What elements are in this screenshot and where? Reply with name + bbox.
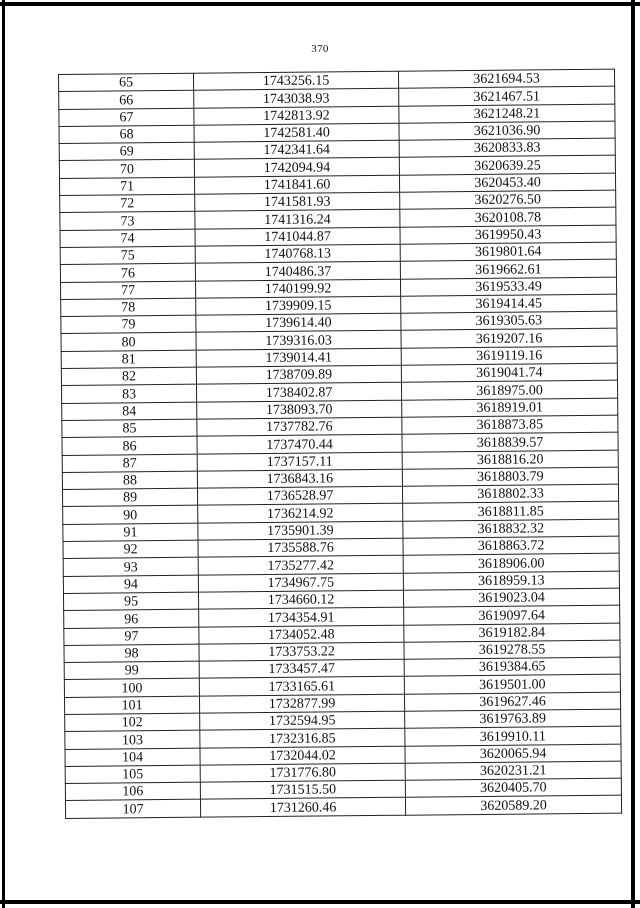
point-number-cell: 85: [62, 419, 197, 438]
y-coordinate-cell: 3618959.13: [403, 571, 619, 590]
point-number-cell: 74: [60, 229, 195, 248]
y-coordinate-cell: 3619305.63: [401, 311, 617, 330]
point-number-cell: 79: [61, 315, 196, 334]
y-coordinate-cell: 3619119.16: [401, 346, 617, 365]
y-coordinate-cell: 3618816.20: [402, 450, 618, 469]
y-coordinate-cell: 3619023.04: [403, 588, 619, 607]
coordinate-table-body: [59, 69, 622, 818]
point-number-cell: 101: [64, 696, 199, 715]
x-coordinate-cell: 1732594.95: [200, 711, 405, 730]
coordinate-table: [58, 69, 622, 819]
point-number-cell: 90: [63, 506, 198, 525]
y-coordinate-cell: 3620453.40: [399, 173, 615, 192]
x-coordinate-cell: 1732316.85: [200, 728, 405, 747]
y-coordinate-cell: 3619533.49: [400, 277, 616, 296]
x-coordinate-cell: 1740486.37: [195, 261, 400, 280]
x-coordinate-cell: 1741044.87: [195, 227, 400, 246]
point-number-cell: 65: [59, 73, 194, 92]
point-number-cell: 81: [61, 350, 196, 369]
y-coordinate-cell: 3619384.65: [404, 657, 620, 676]
y-coordinate-cell: 3619097.64: [404, 605, 620, 624]
x-coordinate-cell: 1743038.93: [194, 89, 399, 108]
point-number-cell: 73: [60, 212, 195, 231]
point-number-cell: 82: [61, 367, 196, 386]
point-number-cell: 106: [65, 782, 200, 801]
point-number-cell: 95: [63, 592, 198, 611]
y-coordinate-cell: 3618975.00: [401, 380, 617, 399]
scan-border-right: [631, 0, 635, 908]
x-coordinate-cell: 1734354.91: [199, 607, 404, 626]
point-number-cell: 107: [65, 800, 200, 819]
point-number-cell: 103: [65, 730, 200, 749]
y-coordinate-cell: 3618802.33: [402, 484, 618, 503]
point-number-cell: 84: [62, 402, 197, 421]
point-number-cell: 99: [64, 661, 199, 680]
scan-border-left: [2, 0, 5, 908]
x-coordinate-cell: 1732044.02: [200, 746, 405, 765]
x-coordinate-cell: 1733165.61: [199, 677, 404, 696]
x-coordinate-cell: 1733753.22: [199, 642, 404, 661]
point-number-cell: 94: [63, 575, 198, 594]
y-coordinate-cell: 3618906.00: [403, 553, 619, 572]
x-coordinate-cell: 1743256.15: [193, 71, 398, 90]
x-coordinate-cell: 1742813.92: [194, 106, 399, 125]
x-coordinate-cell: 1742094.94: [194, 158, 399, 177]
x-coordinate-cell: 1738709.89: [196, 365, 401, 384]
y-coordinate-cell: 3620639.25: [399, 156, 615, 175]
point-number-cell: 96: [64, 609, 199, 628]
y-coordinate-cell: 3619763.89: [405, 709, 621, 728]
y-coordinate-cell: 3619910.11: [405, 726, 621, 745]
x-coordinate-cell: 1742341.64: [194, 140, 399, 159]
x-coordinate-cell: 1739909.15: [196, 296, 401, 315]
point-number-cell: 87: [62, 454, 197, 473]
point-number-cell: 80: [61, 333, 196, 352]
x-coordinate-cell: 1741581.93: [195, 192, 400, 211]
y-coordinate-cell: 3620833.83: [399, 138, 615, 157]
x-coordinate-cell: 1731776.80: [200, 763, 405, 782]
y-coordinate-cell: 3618863.72: [403, 536, 619, 555]
y-coordinate-cell: 3619950.43: [400, 225, 616, 244]
y-coordinate-cell: 3619662.61: [400, 259, 616, 278]
y-coordinate-cell: 3621467.51: [399, 86, 615, 105]
point-number-cell: 105: [65, 765, 200, 784]
y-coordinate-cell: 3621694.53: [398, 69, 614, 88]
y-coordinate-cell: 3619414.45: [401, 294, 617, 313]
x-coordinate-cell: 1736528.97: [197, 486, 402, 505]
y-coordinate-cell: 3619207.16: [401, 329, 617, 348]
x-coordinate-cell: 1738402.87: [196, 383, 401, 402]
point-number-cell: 83: [61, 385, 196, 404]
x-coordinate-cell: 1738093.70: [197, 400, 402, 419]
x-coordinate-cell: 1739316.03: [196, 331, 401, 350]
y-coordinate-cell: 3619278.55: [404, 640, 620, 659]
page-number: 370: [311, 43, 329, 55]
x-coordinate-cell: 1740199.92: [195, 279, 400, 298]
point-number-cell: 91: [63, 523, 198, 542]
point-number-cell: 98: [64, 644, 199, 663]
x-coordinate-cell: 1737782.76: [197, 417, 402, 436]
y-coordinate-cell: 3619041.74: [401, 363, 617, 382]
scan-border-top: [0, 2, 640, 6]
y-coordinate-cell: 3618832.32: [403, 519, 619, 538]
x-coordinate-cell: 1734052.48: [199, 625, 404, 644]
x-coordinate-cell: 1736843.16: [197, 469, 402, 488]
x-coordinate-cell: 1735588.76: [198, 538, 403, 557]
x-coordinate-cell: 1734967.75: [198, 573, 403, 592]
point-number-cell: 71: [60, 177, 195, 196]
y-coordinate-cell: 3618811.85: [403, 502, 619, 521]
x-coordinate-cell: 1731515.50: [200, 780, 405, 799]
point-number-cell: 69: [59, 142, 194, 161]
point-number-cell: 104: [65, 748, 200, 767]
y-coordinate-cell: 3620589.20: [405, 796, 621, 815]
x-coordinate-cell: 1735277.42: [198, 556, 403, 575]
point-number-cell: 77: [60, 281, 195, 300]
point-number-cell: 89: [62, 488, 197, 507]
x-coordinate-cell: 1742581.40: [194, 123, 399, 142]
x-coordinate-cell: 1740768.13: [195, 244, 400, 263]
x-coordinate-cell: 1733457.47: [199, 659, 404, 678]
point-number-cell: 86: [62, 436, 197, 455]
y-coordinate-cell: 3618839.57: [402, 432, 618, 451]
x-coordinate-cell: 1739014.41: [196, 348, 401, 367]
point-number-cell: 75: [60, 246, 195, 265]
y-coordinate-cell: 3619627.46: [404, 692, 620, 711]
point-number-cell: 102: [65, 713, 200, 732]
y-coordinate-cell: 3621036.90: [399, 121, 615, 140]
y-coordinate-cell: 3620231.21: [405, 761, 621, 780]
scan-border-bottom: [0, 900, 640, 904]
y-coordinate-cell: 3620108.78: [400, 208, 616, 227]
x-coordinate-cell: 1739614.40: [196, 313, 401, 332]
x-coordinate-cell: 1737157.11: [197, 452, 402, 471]
point-number-cell: 68: [59, 125, 194, 144]
x-coordinate-cell: 1731260.46: [200, 798, 405, 817]
x-coordinate-cell: 1732877.99: [199, 694, 404, 713]
x-coordinate-cell: 1734660.12: [198, 590, 403, 609]
point-number-cell: 76: [60, 263, 195, 282]
y-coordinate-cell: 3620276.50: [400, 190, 616, 209]
y-coordinate-cell: 3621248.21: [399, 104, 615, 123]
y-coordinate-cell: 3619801.64: [400, 242, 616, 261]
point-number-cell: 100: [64, 679, 199, 698]
y-coordinate-cell: 3619501.00: [404, 675, 620, 694]
y-coordinate-cell: 3619182.84: [404, 623, 620, 642]
x-coordinate-cell: 1741316.24: [195, 210, 400, 229]
x-coordinate-cell: 1736214.92: [198, 504, 403, 523]
point-number-cell: 92: [63, 540, 198, 559]
x-coordinate-cell: 1741841.60: [194, 175, 399, 194]
point-number-cell: 88: [62, 471, 197, 490]
point-number-cell: 93: [63, 557, 198, 576]
y-coordinate-cell: 3618873.85: [402, 415, 618, 434]
y-coordinate-cell: 3620405.70: [405, 778, 621, 797]
x-coordinate-cell: 1737470.44: [197, 434, 402, 453]
point-number-cell: 97: [64, 627, 199, 646]
point-number-cell: 78: [61, 298, 196, 317]
y-coordinate-cell: 3620065.94: [405, 744, 621, 763]
point-number-cell: 70: [59, 160, 194, 179]
point-number-cell: 66: [59, 90, 194, 109]
y-coordinate-cell: 3618919.01: [402, 398, 618, 417]
point-number-cell: 67: [59, 108, 194, 127]
point-number-cell: 72: [60, 194, 195, 213]
x-coordinate-cell: 1735901.39: [198, 521, 403, 540]
y-coordinate-cell: 3618803.79: [402, 467, 618, 486]
